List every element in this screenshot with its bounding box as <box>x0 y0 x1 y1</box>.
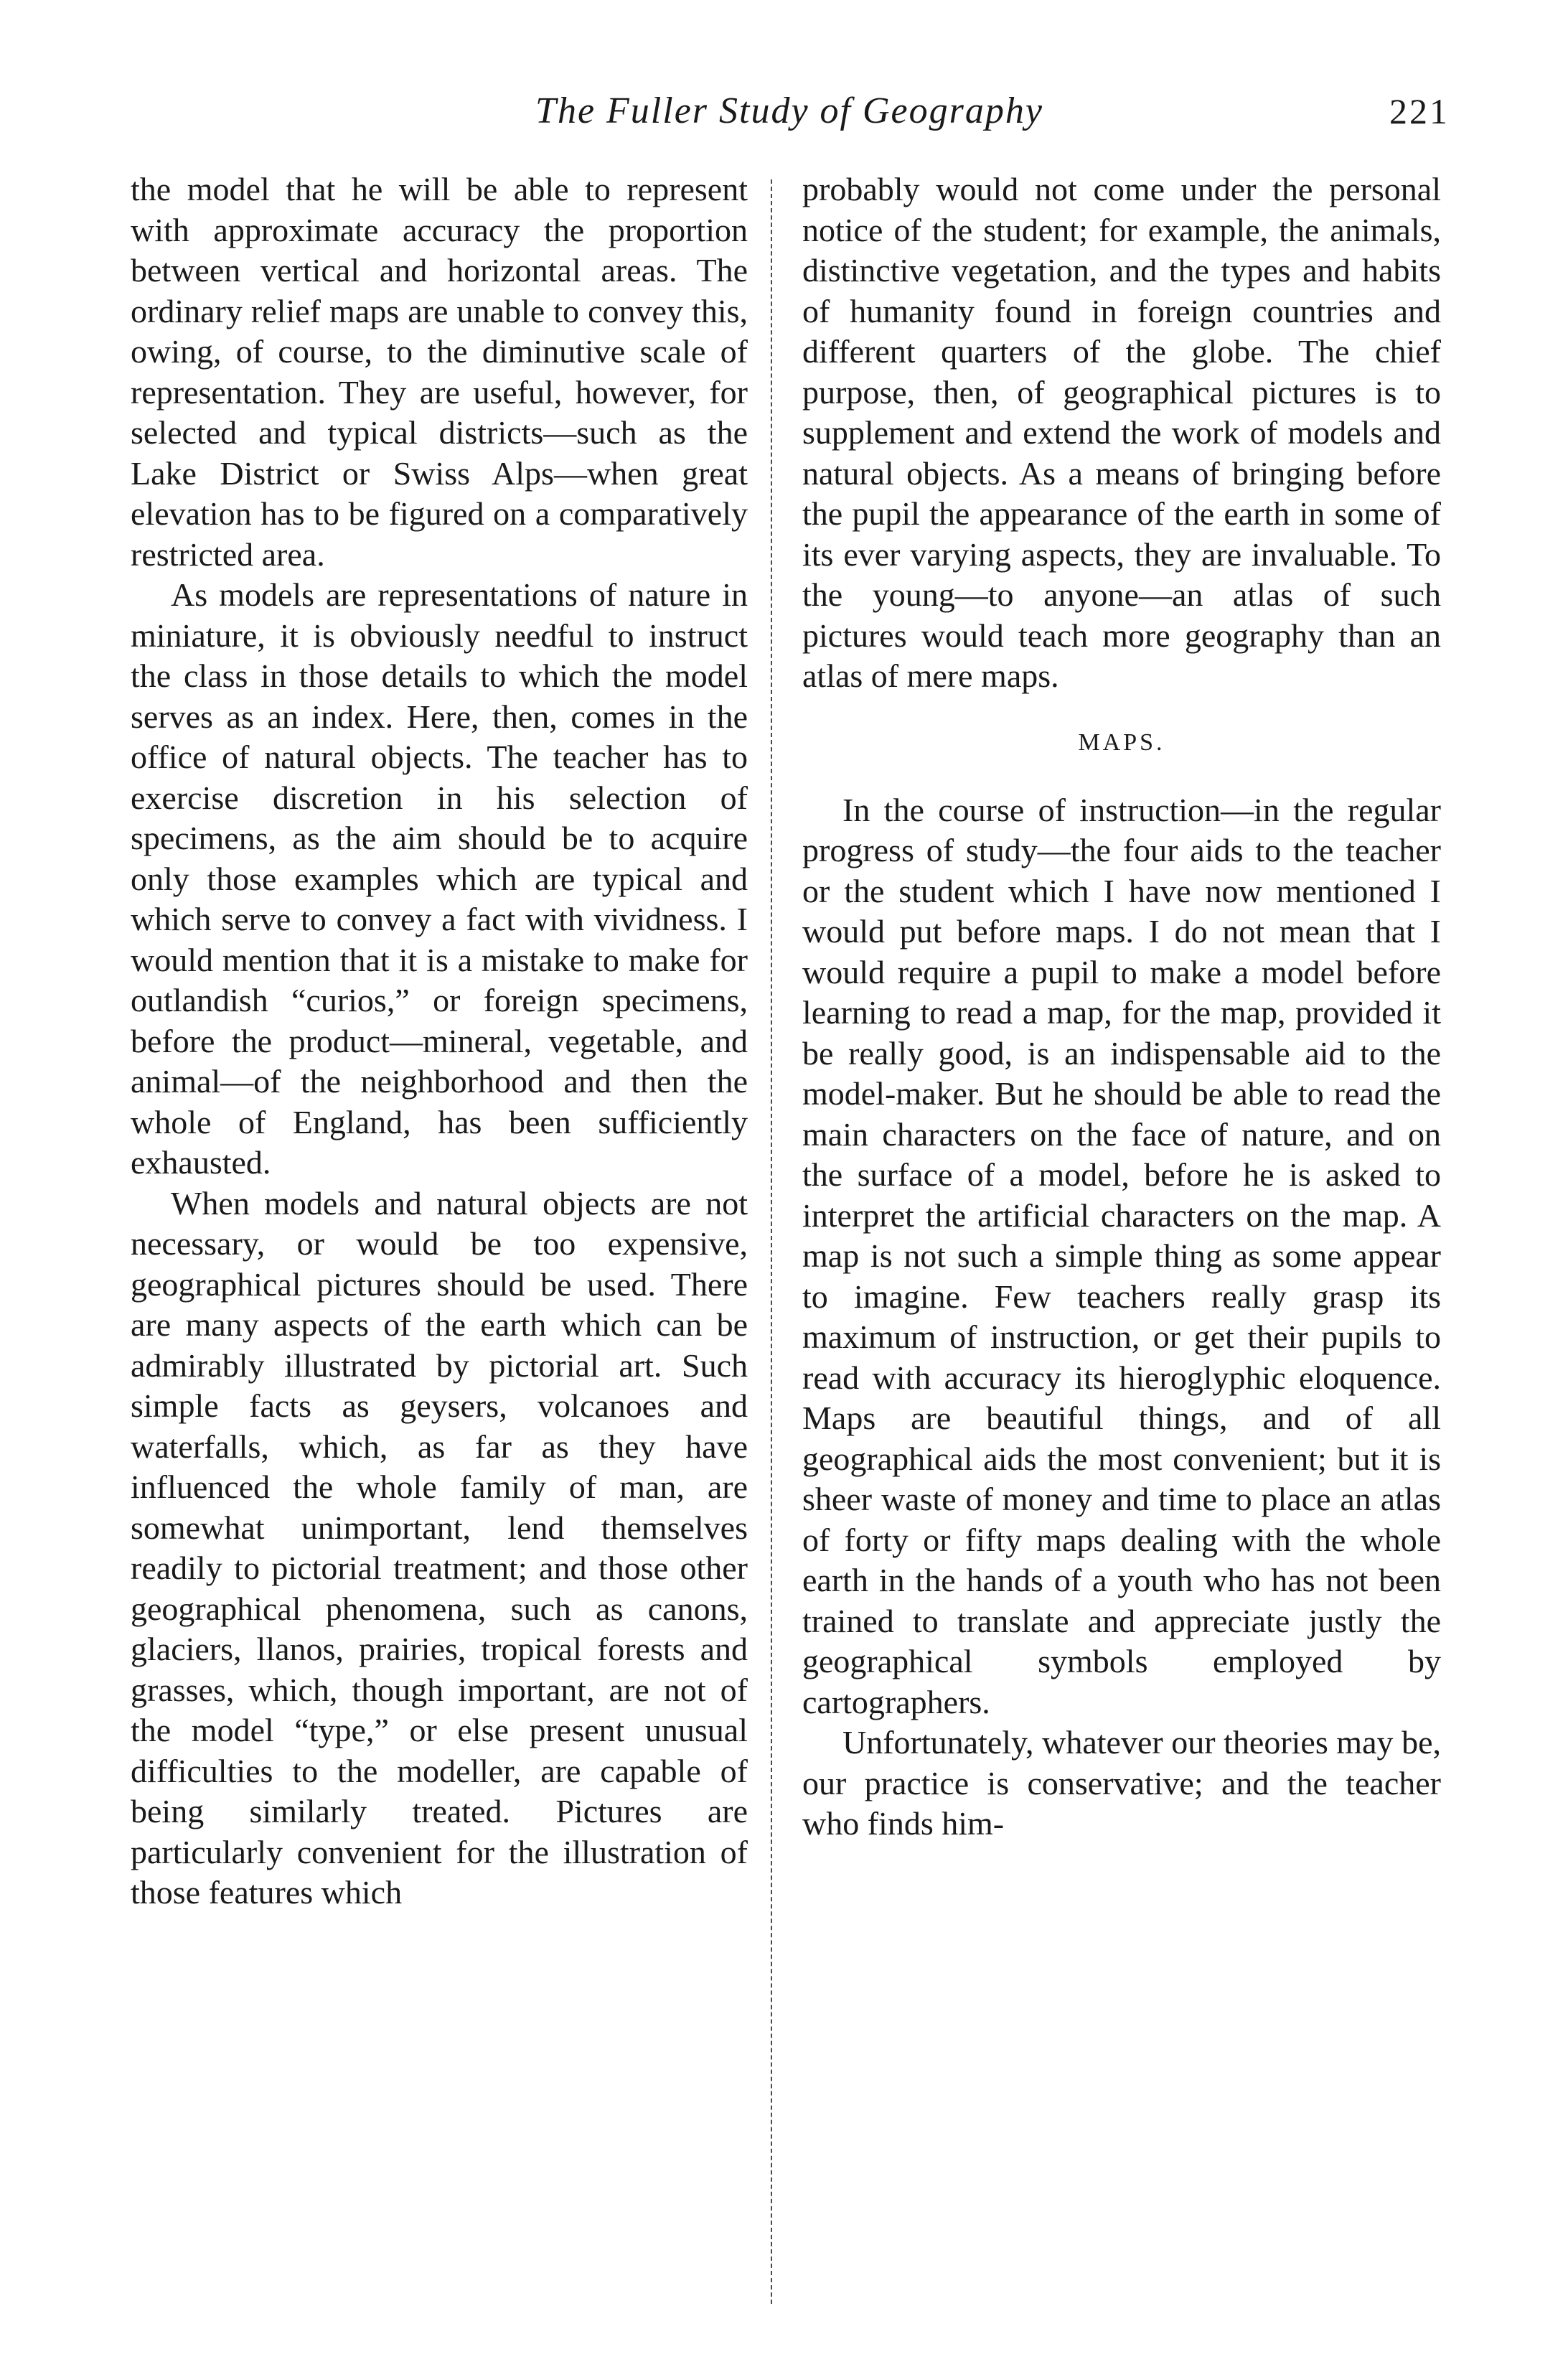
paragraph: the model that he will be able to represent with approximate accuracy the proportion between vertical and horizontal areas. The ordinary relief maps are unable to convey this, owing, of course, to the diminutive scale of representation. They are useful, however, for selected and typical districts—such as the Lake District or Swiss Alps—when great elevation has to be figured on a comparatively restricted area. <box>131 171 748 573</box>
paragraph: In the course of instruction—in the regular progress of study—the four aids to the teacher or the student which I have now mentioned I would put before maps. I do not mean that I would require a pupil to make a model before learning to read a map, for the map, provided it be really good, is an indispensable aid to the model-maker. But he should be able to read the main characters on the face of nature, and on the surface of a model, before he is asked to interpret the artificial characters on the map. A map is not such a simple thing as some appear to imagine. Few teachers really grasp its maximum of instruction, or get their pupils to read with accuracy its hieroglyphic eloquence. Maps are beautiful things, and of all geographical aids the most convenient; but it is sheer waste of money and time to place an atlas of forty or fifty maps dealing with the whole earth in the hands of a youth who has not been trained to translate and appreciate justly the geographical symbols employed by cartographers. <box>802 791 1441 1720</box>
paragraph: probably would not come under the personal notice of the student; for example, the animals, distinctive vegetation, and the types and habits of humanity found in foreign countries and different quarters of the globe. The chief purpose, then, of geographical pictures is to supplement and extend the work of models and natural objects. As a means of bringing before the pupil the appearance of the earth in some of its ever varying aspects, they are invaluable. To the young—to anyone—an atlas of such pictures would teach more geography than an atlas of mere maps. <box>802 171 1441 694</box>
right-column <box>802 169 1441 1845</box>
paragraph: When models and natural objects are not necessary, or would be too expensive, geographical pictures should be used. There are many aspects of the earth which can be admirably illustrated by pictorial art. Such simple facts as geysers, volcanoes and waterfalls, which, as far as they have influenced the whole family of man, are somewhat unimportant, lend themselves readily to pictorial treatment; and those other geographical phenomena, such as canons, glaciers, llanos, prairies, tropical forests and grasses, which, though important, are not of the model “type,” or else present unusual difficulties to the modeller, are capable of being similarly treated. Pictures are particularly convenient for the illustration of those features which <box>131 1184 748 1911</box>
section-heading: MAPS. <box>1078 728 1165 756</box>
paragraph: As models are representations of nature in miniature, it is obviously needful to instruct the class in those details to which the model serves as an index. Here, then, comes in the office of natural objects. The teacher has to exercise discretion in his selection of specimens, as the aim should be to acquire only those examples which are typical and which serve to convey a fact with vividness. I would mention that it is a mistake to make for outlandish “curios,” or foreign specimens, before the product—mineral, vegetable, and animal—of the neighborhood and then the whole of England, has been sufficiently exhausted. <box>131 576 748 1181</box>
running-head <box>129 86 1450 144</box>
column-divider <box>771 179 772 2304</box>
page-number: 221 <box>1389 91 1450 131</box>
paragraph: Unfortunately, whatever our theories may be, our practice is conservative; and the teacher who finds him- <box>802 1724 1441 1842</box>
running-title: The Fuller Study of Geography <box>535 90 1043 131</box>
left-column <box>131 169 748 1913</box>
